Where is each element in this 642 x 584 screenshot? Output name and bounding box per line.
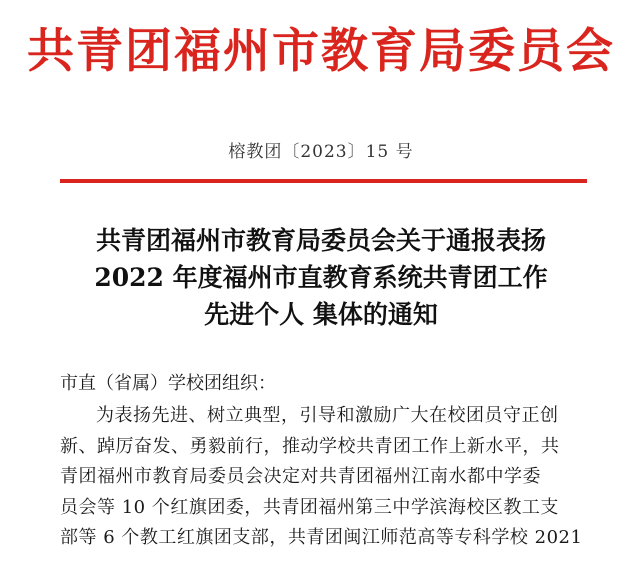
document-title-line-2: 2022 年度福州市直教育系统共青团工作 xyxy=(94,263,548,292)
body-line: 员会等 10 个红旗团委，共青团福州第三中学滨海校区教工支 xyxy=(60,496,559,518)
document-title-line-3: 先进个人 集体的通知 xyxy=(204,300,438,329)
salutation: 市直（省属）学校团组织： xyxy=(60,373,276,394)
body-line: 青团福州市教育局委员会决定对共青团福州江南水都中学委 xyxy=(60,466,541,487)
body-line: 新、踔厉奋发、勇毅前行，推动学校共青团工作上新水平，共 xyxy=(60,435,560,457)
document-number: 榕教团〔2023〕15 号 xyxy=(228,142,414,162)
body-paragraph xyxy=(60,401,587,554)
body-line: 为表扬先进、树立典型，引导和激励广大在校团员守正创 xyxy=(96,405,559,426)
org-letterhead-title: 共青团福州市教育局委员会 xyxy=(27,24,615,79)
body-line: 部等 6 个教工红旗团支部，共青团闽江师范高等专科学校 2021 xyxy=(60,527,583,548)
document-title xyxy=(0,222,642,333)
red-divider-rule xyxy=(60,179,587,183)
document-title-line-1: 共青团福州市教育局委员会关于通报表扬 xyxy=(95,226,546,255)
